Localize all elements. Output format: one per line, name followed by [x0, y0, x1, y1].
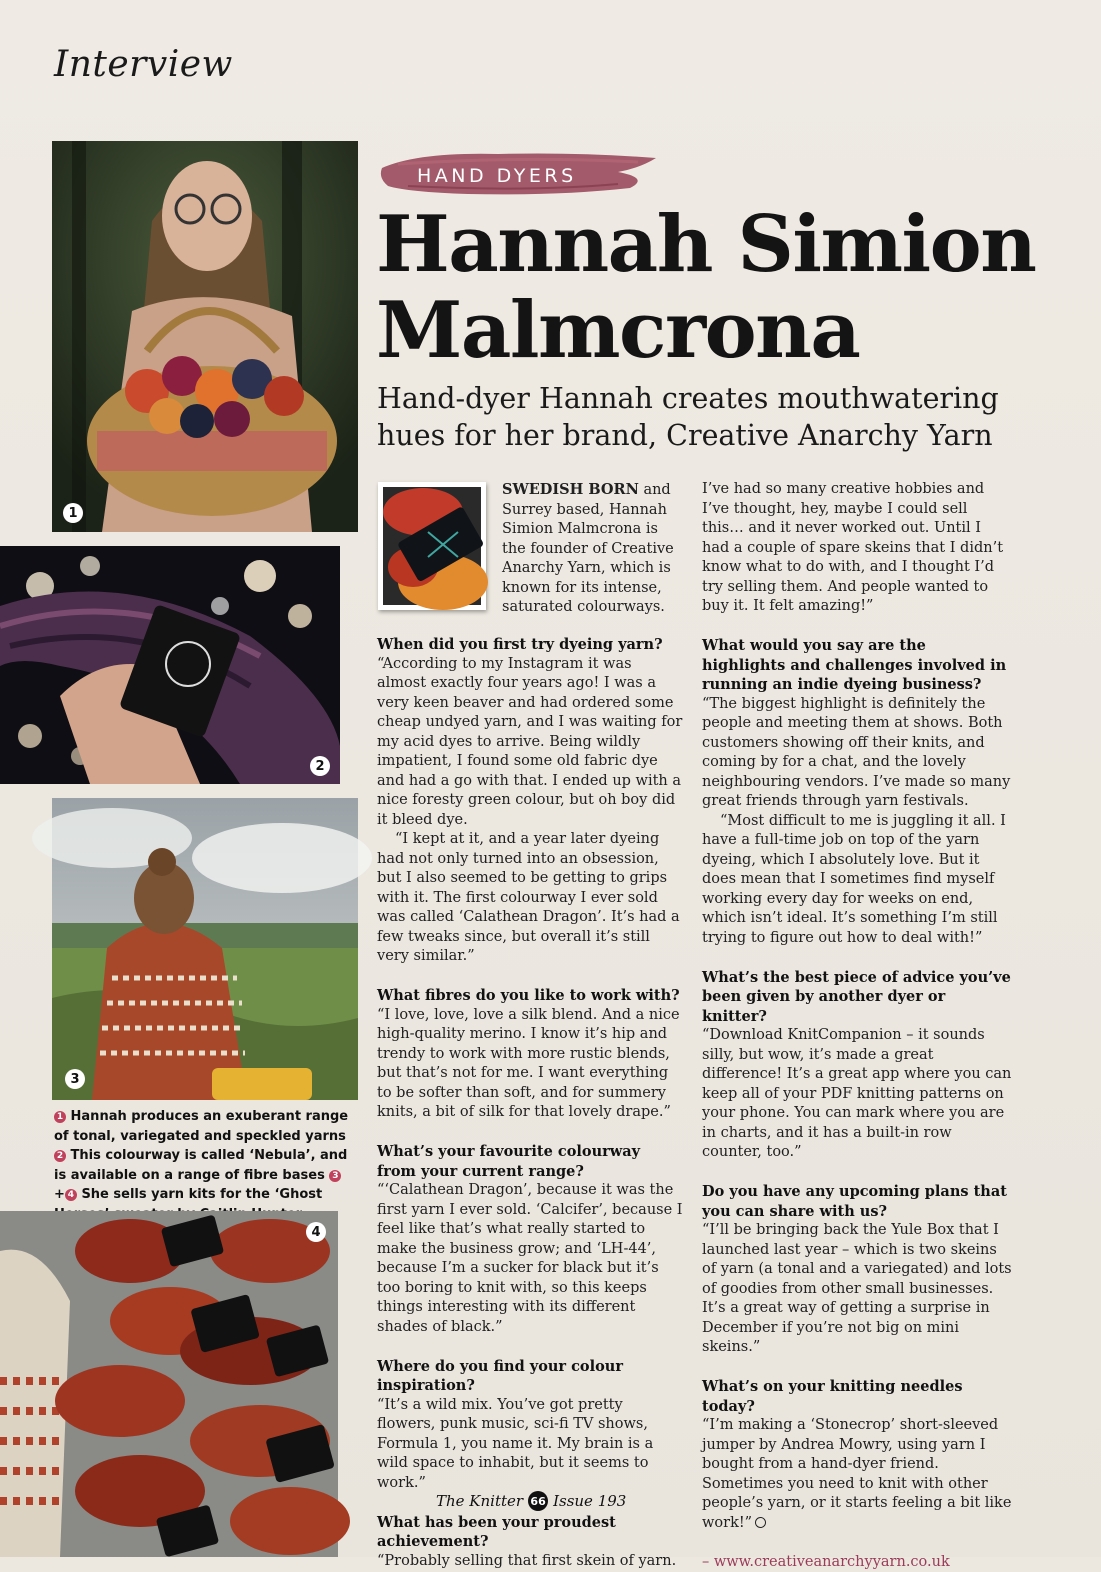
photo-ghost-horses-sweater [52, 798, 358, 1100]
answer-5-continued: I’ve had so many creative hobbies and I’ve thought, hey, maybe I could sell this… and it never worked out. Until I had a couple of spare skeins that I didn’t know what to do with, and I thought I’d try selling them. And people wanted to buy it. It felt amazing!” [702, 480, 1012, 617]
photo-hannah-basket [52, 141, 358, 532]
photo-caption [54, 1107, 350, 1224]
answer-3: “‘Calathean Dragon’, because it was the first yarn I ever sold. ‘Calcifer’, because I feel like that’s what really started to make the business grow; and ‘LH-44’, because I’m a sucker for black but it’s too boring to knit with, so this keeps things interesting with its different shades of black.” [377, 1181, 683, 1337]
photo-number-1: 1 [63, 503, 83, 523]
caption-bullet-3: 3 [329, 1170, 341, 1182]
question-2: What fibres do you like to work with? [377, 986, 683, 1006]
answer-6: “The biggest highlight is definitely the people and meeting them at shows. Both customers showing off their knits, and coming by for a chat, and the lovely neighbouring vendors. I’ve made so many great friends through yarn festivals. [702, 695, 1012, 812]
answer-8: “I’ll be bringing back the Yule Box that I launched last year – which is two skeins of yarn (a tonal and a variegated) and lots of goodies from other small businesses. It’s a great way of getting a surprise in December if you’re not big on mini skeins.” [702, 1221, 1012, 1358]
caption-bullet-2: 2 [54, 1150, 66, 1162]
question-8: Do you have any upcoming plans that you can share with us? [702, 1182, 1012, 1221]
question-1: When did you first try dyeing yarn? [377, 635, 683, 655]
caption-text-2: This colourway is called ‘Nebula’, and is available on a range of fibre bases [54, 1148, 347, 1183]
folio-issue: Issue 193 [553, 1492, 626, 1510]
folio-magazine: The Knitter [436, 1492, 523, 1510]
answer-7: “Download KnitCompanion – it sounds silly, but wow, it’s made a great difference! It’s a great app where you can keep all of your PDF knitting patterns on your phone. You can mark where you are in charts, and it has a built-in row counter, too.” [702, 1026, 1012, 1163]
photo-nebula-skein [0, 546, 340, 784]
kicker-label: HAND DYERS [417, 165, 577, 187]
answer-9: “I’m making a ‘Stonecrop’ short-sleeved jumper by Andrea Mowry, using yarn I bought from a hand-dyer friend. Sometimes you need to knit with other people’s yarn, or it starts feeling a bit like work!” [702, 1417, 1011, 1531]
body-column-1 [377, 635, 683, 1571]
answer-4: “It’s a wild mix. You’ve got pretty flowers, punk music, sci-fi TV shows, Formula 1, you name it. My brain is a wild space to inhabit, but it seems to work.” [377, 1396, 683, 1494]
folio-page-number: 66 [528, 1491, 548, 1511]
intro-text: and Surrey based, Hannah Simion Malmcrona is the founder of Creative Anarchy Yarn, which is known for its intense, saturated colourways. [502, 482, 674, 615]
headline: Hannah Simion Malmcrona [376, 202, 1076, 374]
question-9: What’s on your knitting needles today? [702, 1377, 1012, 1416]
question-4: Where do you find your colour inspiration? [377, 1357, 683, 1396]
intro-lead: SWEDISH BORN [502, 481, 639, 498]
caption-plus: + [54, 1187, 65, 1202]
end-mark-icon [755, 1517, 766, 1528]
thumbnail-skein-photo [378, 482, 486, 610]
caption-bullet-4: 4 [65, 1189, 77, 1201]
caption-text-1: Hannah produces an exuberant range of tonal, variegated and speckled yarns [54, 1109, 348, 1144]
question-7: What’s the best piece of advice you’ve been given by another dyer or knitter? [702, 968, 1012, 1027]
answer-6-continued: “Most difficult to me is juggling it all. I have a full-time job on top of the yarn dyeing, which I absolutely love. But it does mean that I sometimes find myself working every day for weeks on end, which isn’t ideal. It’s something I’m still trying to figure out how to deal with!” [702, 812, 1012, 949]
website-link[interactable]: – www.creativeanarchyyarn.co.uk [702, 1553, 1012, 1572]
folio [436, 1491, 626, 1511]
section-label: Interview [54, 44, 233, 85]
photo-number-3: 3 [65, 1069, 85, 1089]
photo-number-2: 2 [310, 756, 330, 776]
photo-red-skeins [0, 1211, 338, 1557]
answer-1: “According to my Instagram it was almost exactly four years ago! I was a very keen beaver and had ordered some cheap undyed yarn, and I was waiting for my acid dyes to arrive. Being wildly impatient, I found some old fabric dye and had a go with that. I ended up with a nice foresty green colour, but oh boy did it bleed dye. [377, 655, 683, 831]
body-column-2 [702, 480, 1012, 1572]
caption-bullet-1: 1 [54, 1111, 66, 1123]
caption-text-3: She sells yarn kits for the ‘Ghost [54, 1187, 322, 1222]
question-5: What has been your proudest achievement? [377, 1513, 683, 1552]
photo-number-4: 4 [306, 1222, 326, 1242]
question-3: What’s your favourite colourway from your current range? [377, 1142, 683, 1181]
answer-2: “I love, love, love a silk blend. And a nice high-quality merino. I know it’s hip and trendy to work with more rustic blends, but that’s not for me. I want everything to be softer than soft, and for summery knits, a bit of silk for that lovely drape.” [377, 1006, 683, 1123]
standfirst: Hand-dyer Hannah creates mouthwatering hues for her brand, Creative Anarchy Yarn [377, 380, 1067, 454]
answer-5: “Probably selling that first skein of yarn. [377, 1552, 683, 1572]
question-6: What would you say are the highlights and challenges involved in running an indie dyeing business? [702, 636, 1012, 695]
intro-paragraph [502, 480, 684, 618]
answer-1-continued: “I kept at it, and a year later dyeing had not only turned into an obsession, but I also seemed to be getting to grips with it. The first colourway I ever sold was called ‘Calathean Dragon’. It’s had a few tweaks since, but overall it’s still very similar.” [377, 830, 683, 967]
